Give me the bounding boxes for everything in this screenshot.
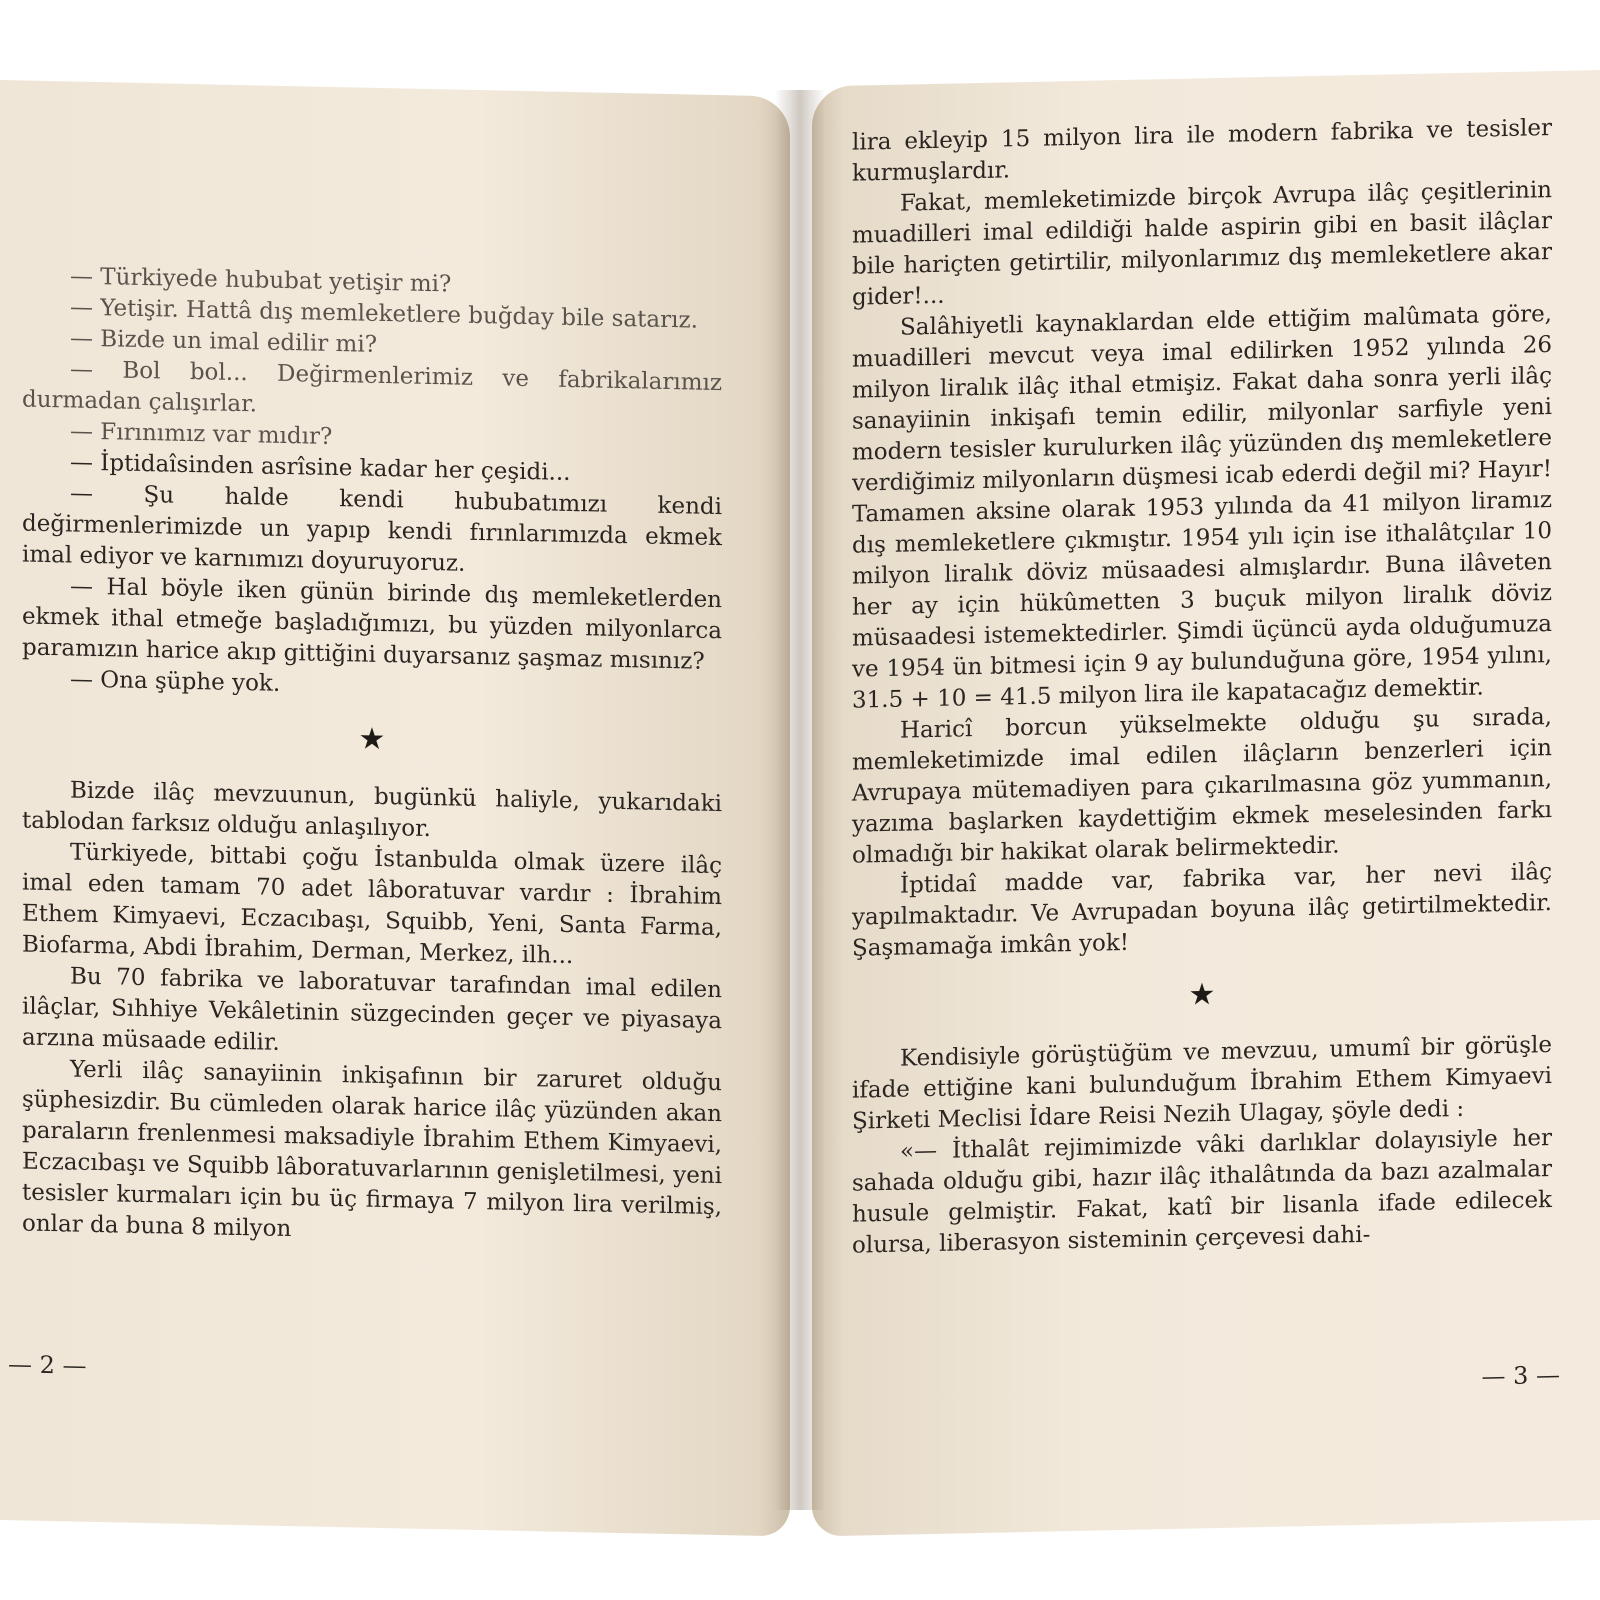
body-paragraph: lira ekleyip 15 milyon lira ile modern fabrika ve tesisler kurmuşlardır.	[852, 115, 1552, 187]
body-paragraph: Türkiyede, bittabi çoğu İstanbulda olmak üzere ilâç imal eden tamam 70 adet lâboratuvar vardır : İbrahim Ethem Kimyaevi, Eczacıbaşı, Squibb, Yeni, Santa Farma, Biofarma, Abdi İbrahim, Derman, Merkez, ilh...	[22, 839, 722, 970]
dialogue-line: — Hal böyle iken günün birinde dış memleketlerden ekmek ithal etmeğe başladığımızı, bu yüzden milyonlarca paramızın harice akıp gittiğini duyarsanız şaşmaz mısınız?	[22, 573, 722, 675]
body-paragraph: Bu 70 fabrika ve laboratuvar tarafından imal edilen ilâçlar, Sıhhiye Vekâletinin süzgecinden geçer ve piyasaya arzına müsaade edilir.	[22, 963, 722, 1056]
body-paragraph: İptidaî madde var, fabrika var, her nevi ilâç yapılmaktadır. Ve Avrupadan boyuna ilâç getirtilmektedir. Şaşmamağa imkân yok!	[852, 859, 1552, 962]
left-page	[0, 80, 790, 1537]
dialogue-line: — Ona şüphe yok.	[70, 666, 281, 697]
dialogue-line: — İptidaîsinden asrîsine kadar her çeşidi...	[70, 449, 571, 486]
right-page	[812, 70, 1600, 1537]
dialogue-line: — Bizde un imal edilir mi?	[70, 325, 378, 358]
dialogue-line: — Bol bol... Değirmenlerimiz ve fabrikalarımız durmadan çalışırlar.	[22, 356, 722, 418]
body-paragraph: Haricî borcun yükselmekte olduğu şu sırada, memleketimizde imal edilen ilâçların benzerleri için Avrupaya mütemadiyen para çıkarılmasına göz yummanın, yazıma başlarken kaydettiğim ekmek meselesinden farkı olmadığı bir hakikat olarak belirmektedir.	[852, 704, 1552, 869]
section-star-icon: ★	[358, 721, 386, 758]
dialogue-line: — Yetişir. Hattâ dış memleketlere buğday bile satarız.	[70, 294, 698, 334]
body-paragraph: Bizde ilâç mevzuunun, bugünkü haliyle, yukarıdaki tablodan farksız olduğu anlaşılıyor.	[22, 777, 722, 843]
dialogue-line: — Türkiyede hububat yetişir mi?	[70, 263, 452, 298]
section-star-icon: ★	[1188, 977, 1216, 1013]
body-paragraph: Yerli ilâç sanayiinin inkişafının bir zaruret olduğu şüphesizdir. Bu cümleden olarak harice ilâç yüzünden akan paraların frenlenmesi maksadiyle İbrahim Ethem Kimyaevi, Eczacıbaşı ve Squibb lâboratuvarlarının genişletilmesi, yeni tesisler kurmaları için bu üç firmaya 7 milyon lira verilmiş, onlar da buna 8 milyon	[22, 1056, 722, 1243]
body-paragraph: Salâhiyetli kaynaklardan elde ettiğim malûmata göre, muadilleri mevcut veya imal edilirken 1952 yılında 26 milyon liralık ilâç ithal etmişiz. Fakat daha sonra yerli ilâç sanayiinin inkişafı temin edilir, milyonlar sarfiyle yeni modern tesisler kurulurken ilâç yüzünden dış memleketlere verdiğimiz milyonların düşmesi icab ederdi değil mi? Hayır! Tamamen aksine olarak 1953 yılında da 41 milyon liramız dış memleketlere çıkmıştır. 1954 yılı için ise ithalâtçılar 10 milyon liralık döviz müsaadesi almışlardır. Buna ilâveten her ay için hükûmetten 3 buçuk milyon liralık döviz müsaadesi istemektedirler. Şimdi üçüncü ayda olduğumuza ve 1954 ün bitmesi için 9 ay bulunduğuna göre, 1954 yılını, 31.5 + 10 = 41.5 milyon lira ile kapatacağız demektir.	[852, 301, 1552, 714]
dialogue-line: — Şu halde kendi hububatımızı kendi değirmenlerimizde un yapıp kendi fırınlarımızda ekmek imal ediyor ve karnımızı doyuruyoruz.	[22, 480, 722, 577]
left-page-number: — 2 —	[8, 1350, 87, 1380]
body-paragraph: Fakat, memleketimizde birçok Avrupa ilâç çeşitlerinin muadilleri imal edildiği halde aspirin gibi en basit ilâçlar bile hariçten getirtilir, milyonlarımız dış memleketlere akar gider!...	[852, 177, 1552, 311]
right-page-text	[852, 113, 1552, 1262]
right-page-number: — 3 —	[1481, 1360, 1560, 1391]
left-page-text	[22, 260, 722, 1254]
body-paragraph: Kendisiyle görüştüğüm ve mevzuu, umumî bir görüşle ifade ettiğine kani bulunduğum İbrahim Ethem Kimyaevi Şirketi Meclisi İdare Reisi Nezih Ulagay, şöyle dedi :	[852, 1032, 1552, 1135]
dialogue-line: — Fırınımız var mıdır?	[70, 418, 333, 450]
quote-paragraph: «— İthalât rejimimizde vâki darlıklar dolayısiyle her sahada olduğu gibi, hazır ilâç ithalâtında da bazı azalmalar husule gelmiştir. Fakat, katî bir lisanla ifade edilecek olursa, liberasyon sisteminin çerçevesi dahi-	[852, 1125, 1552, 1259]
